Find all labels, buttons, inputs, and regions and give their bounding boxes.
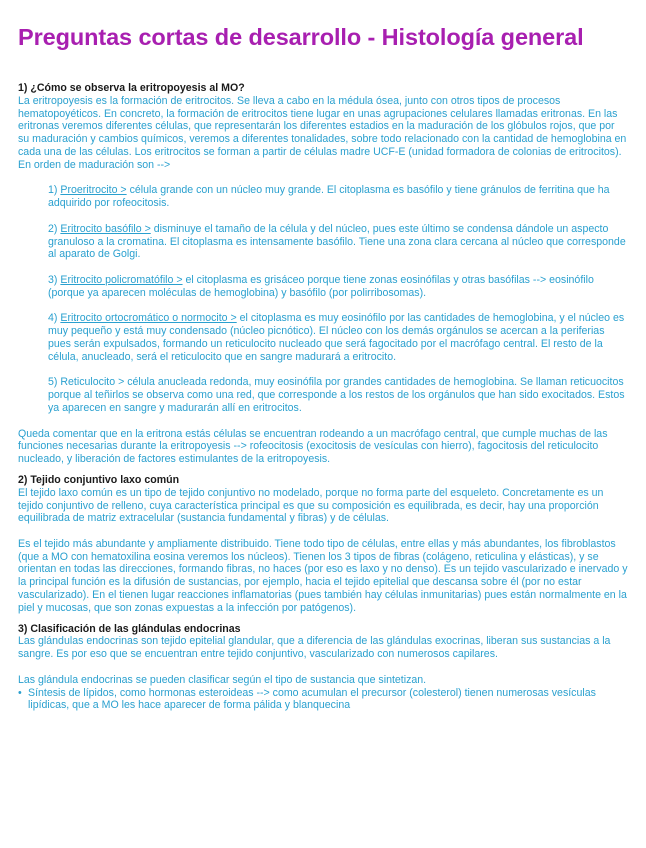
section-2-paragraph-1: El tejido laxo común es un tipo de tejido conjuntivo no modelado, porque no forma parte del esqueleto. Concretamente es un tejido conjuntivo de relleno, cuya característica principal es que su composición es equilibrada, es decir, hay una proporción equilibrada de matriz extracelular (sustancia fundamental y fibras) y de células.: [18, 486, 604, 525]
section-3-paragraph-1: Las glándulas endocrinas son tejido epitelial glandular, que a diferencia de las glándulas exocrinas, liberan sus sustancias a la sangre. Es por eso que se encuentran entre tejido conjuntivo, vascularizado con numerosos capilares.: [18, 635, 611, 661]
list-item: [18, 687, 628, 713]
stage-3-text: el citoplasma es grisáceo porque tiene zonas eosinófilas y otras basófilas --> eosinófilo (porque ya aparecen moléculas de hemoglobina) y basófilo (por polirribosomas).: [48, 273, 594, 299]
stage-1-number: 1): [48, 184, 61, 197]
stage-4: [18, 312, 628, 363]
stage-3-name: Eritrocito policromatófilo >: [60, 273, 183, 286]
stage-2: [18, 223, 628, 261]
stage-5: [18, 376, 628, 414]
page-title: Preguntas cortas de desarrollo - Histología general: [18, 24, 584, 50]
stage-3: [18, 274, 628, 300]
stage-1: [18, 184, 628, 210]
list-item-text: Síntesis de lípidos, como hormonas esteroideas --> como acumulan el precursor (colesterol) tienen numerosas vesículas lipídicas, que a MO les hace aparecer de forma pálida y blanquecina: [28, 686, 596, 712]
section-2-heading: 2) Tejido conjuntivo laxo común: [18, 473, 180, 486]
section-3-paragraph-2: Las glándula endocrinas se pueden clasificar según el tipo de sustancia que sintetizan.: [18, 673, 427, 686]
stage-2-text: disminuye el tamaño de la célula y del núcleo, pues este último se condensa dándole un aspecto granuloso a la cromatina. El citoplasma es intensamente basófilo. Tiene una zona clara cercana al núcleo que corresponde al aparato de Golgi.: [48, 222, 626, 261]
stage-5-name: Reticulocito >: [60, 376, 125, 389]
section-3-heading: 3) Clasificación de las glándulas endocrinas: [18, 622, 241, 635]
section-2-paragraph-2: Es el tejido más abundante y ampliamente distribuido. Tiene todo tipo de células, entre ellas y más abundantes, los fibroblastos (que a MO con hematoxilina eosina veremos los núcleos). Tienen los 3 tipos de fibras (colágeno, reticulina y elásticas), y se orientan en todas las direcciones, formando fibras, no haces (por eso es laxo y no denso). Es un tejido vascularizado e inervado y la principal función es la difusión de sustancias, por ejemplo, hacia el tejido epitelial que descansa sobre él (por no estar vascularizado). En el tienen lugar reacciones inflamatorias (pues también hay células inmunitarias) pues están normalmente en la piel y mucosas, que son zonas expuestas a la infección por patógenos).: [18, 537, 628, 614]
section-1-heading: 1) ¿Cómo se observa la eritropoyesis al MO?: [18, 82, 245, 94]
stage-5-number: 5): [48, 376, 61, 389]
stage-4-name: Eritrocito ortocromático o normocito >: [60, 312, 237, 325]
section-1-intro: La eritropoyesis es la formación de eritrocitos. Se lleva a cabo en la médula ósea, junto con otros tipos de procesos hematopoyéticos. En concreto, la formación de eritrocitos tiene lugar en unas agrupaciones celulares llamadas eritronas. En las eritronas veremos diferentes células, que representarán los diferentes estadios en la maduración de los glóbulos rojos, que por su maduración y cambios químicos, veremos a diferentes tonalidades, sobre todo relacionado con la cantidad de hemoglobina en cada una de las células. Los eritrocitos se forman a partir de células madre UCF-E (unidad formadora de colonias de eritrocitos). En orden de maduración son -->: [18, 94, 627, 171]
stage-3-number: 3): [48, 273, 61, 286]
bullet-icon: •: [18, 686, 22, 699]
stage-5-text: célula anucleada redonda, muy eosinófila por grandes cantidades de hemoglobina. Se llaman reticuocitos porque al teñirlos se observa como una red, que corresponde a los restos de los orgánulos que han sido exocitados. Estos ya aparecen en sangre y madurarán allí en eritrocitos.: [48, 376, 625, 414]
stage-1-text: célula grande con un núcleo muy grande. El citoplasma es basófilo y tiene gránulos de ferritina que ha adquirido por rofeocitosis.: [48, 184, 610, 210]
stage-4-text: el citoplasma es muy eosinófilo por las cantidades de hemoglobina, y el núcleo es muy pequeño y está muy condensado (núcleo picnótico). El núcleo con los demás orgánulos se acercan a la periferias pues serán expulsados, formando un reticulocito nucleado que será fagocitado por el macrófago central. El resto de la célula, anucleado, será el reticulocito que en sangre madurará a eritrocito.: [48, 312, 625, 363]
stage-2-name: Eritrocito basófilo >: [60, 222, 151, 235]
stage-4-number: 4): [48, 312, 61, 325]
section-1-closing: Queda comentar que en la eritrona estás células se encuentran rodeando a un macrófago central, que cumple muchas de las funciones necesarias durante la eritropoyesis --> rofeocitosis (exocitosis de vesículas con hierro), fagocitosis del reticulocito nucleado, y liberación de factores estimulantes de la eritropoyesis.: [18, 427, 608, 466]
stage-1-name: Proeritrocito >: [60, 184, 127, 197]
stage-2-number: 2): [48, 222, 61, 235]
